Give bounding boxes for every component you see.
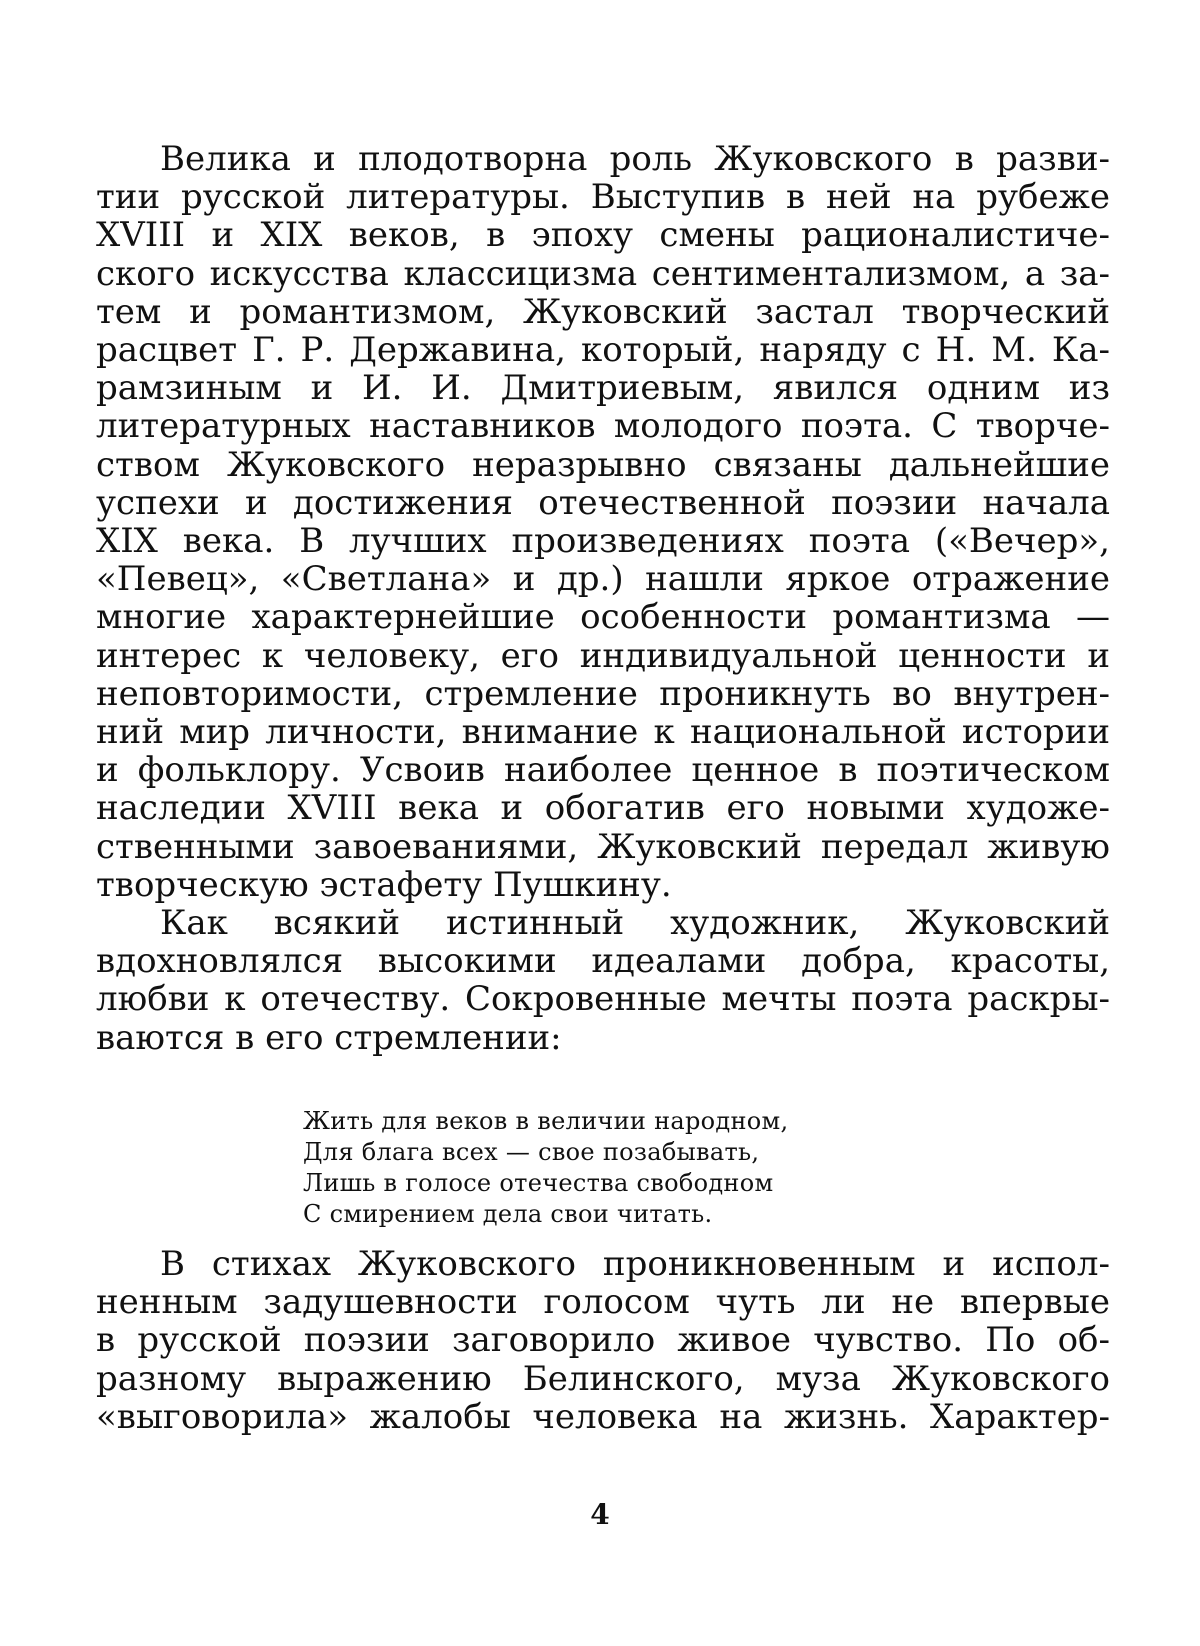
paragraph-block-1 [96, 140, 1110, 1057]
poem-line: Лишь в голосе отечества свободном [303, 1169, 774, 1197]
text-line: творческую эстафету Пушкину. [96, 864, 672, 905]
text-line: XIX века. В лучших произведениях поэта («Вечер», [96, 521, 1110, 562]
text-line: Велика и плодотворна роль Жуковского в разви- [160, 139, 1110, 179]
paragraph-block-2 [96, 1245, 1110, 1436]
poem-line: Жить для веков в величии народном, [303, 1107, 789, 1135]
text-line: В стихах Жуковского проникновенным и испол- [160, 1244, 1110, 1284]
poem-line: С смирением дела свои читать. [303, 1200, 713, 1228]
text-line: ваются в его стремлении: [96, 1017, 562, 1058]
text-line: ского искусства классицизма сентиментализмом, а за- [96, 253, 1110, 294]
text-line: тии русской литературы. Выступив в ней на рубеже [96, 177, 1110, 218]
text-line: ственными завоеваниями, Жуковский передал живую [96, 826, 1110, 867]
text-line: «Певец», «Светлана» и др.) нашли яркое отражение [96, 559, 1110, 600]
text-line: Как всякий истинный художник, Жуковский [160, 903, 1110, 944]
text-line: «выговорила» жалобы человека на жизнь. Характер- [96, 1396, 1110, 1437]
text-line: вдохновлялся высокими идеалами добра, красоты, [96, 941, 1110, 982]
text-line: многие характернейшие особенности романтизма — [96, 597, 1110, 638]
text-line: и фольклору. Усвоив наиболее ценное в поэтическом [96, 750, 1110, 791]
text-line: разному выражению Белинского, муза Жуковского [96, 1358, 1110, 1399]
text-line: литературных наставников молодого поэта. С творче- [96, 406, 1110, 447]
page-number: 4 [590, 1498, 610, 1531]
text-line: ненным задушевности голосом чуть ли не впервые [96, 1282, 1110, 1323]
text-line: ством Жуковского неразрывно связаны дальнейшие [96, 444, 1110, 485]
text-line: ний мир личности, внимание к национальной истории [96, 712, 1110, 753]
text-line: расцвет Г. Р. Державина, который, наряду с Н. М. Ка- [96, 330, 1110, 371]
text-line: интерес к человеку, его индивидуальной ценности и [96, 635, 1110, 676]
poem-line: Для блага всех — свое позабывать, [303, 1138, 760, 1166]
text-line: тем и романтизмом, Жуковский застал творческий [96, 291, 1110, 332]
text-line: любви к отечеству. Сокровенные мечты поэта раскры- [96, 979, 1110, 1020]
text-line: наследии XVIII века и обогатив его новыми художе- [96, 788, 1110, 829]
text-line: XVIII и XIX веков, в эпоху смены рационалистиче- [96, 215, 1110, 256]
text-line: рамзиным и И. И. Дмитриевым, явился одним из [96, 368, 1110, 409]
poem-quote [303, 1106, 788, 1230]
text-line: в русской поэзии заговорило живое чувство. По об- [96, 1320, 1110, 1361]
text-line: неповторимости, стремление проникнуть во внутрен- [96, 673, 1110, 714]
text-line: успехи и достижения отечественной поэзии начала [96, 482, 1110, 523]
